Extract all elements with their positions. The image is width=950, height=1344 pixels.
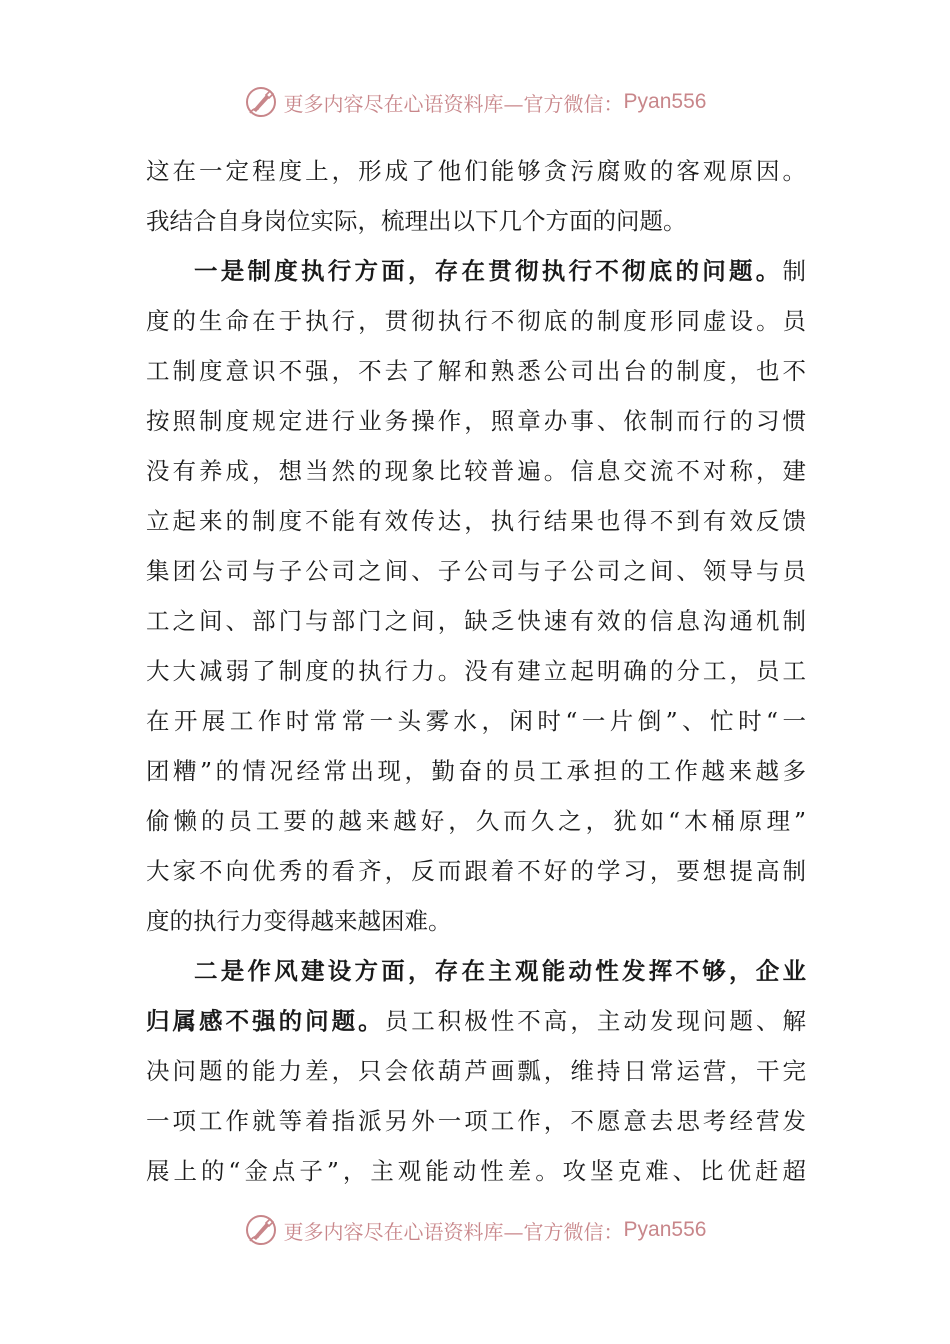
- text-line: 团糟”的情况经常出现，勤奋的员工承担的工作越来越多: [146, 757, 806, 785]
- text-line: 度的生命在于执行，贯彻执行不彻底的制度形同虚设。员: [146, 307, 806, 335]
- text-line: 集团公司与子公司之间、子公司与子公司之间、领导与员: [146, 557, 806, 585]
- text-run: 员工积极性不高，主动发现问题、解: [384, 1007, 806, 1035]
- section-heading-cont: 归属感不强的问题。: [146, 1007, 385, 1035]
- text-line: 按照制度规定进行业务操作，照章办事、依制而行的习惯: [146, 407, 806, 435]
- text-line: 我结合自身岗位实际，梳理出以下几个方面的问题。: [146, 207, 687, 235]
- text-line: 大家不向优秀的看齐，反而跟着不好的学习，要想提高制: [146, 857, 806, 885]
- pen-nib-icon: [244, 85, 278, 119]
- header-banner: [0, 82, 950, 122]
- text-line: 工制度意识不强，不去了解和熟悉公司出台的制度，也不: [146, 357, 806, 385]
- text-run: 制: [782, 257, 806, 285]
- text-line: [146, 946, 806, 996]
- footer-banner: [0, 1210, 950, 1250]
- text-line: 大大减弱了制度的执行力。没有建立起明确的分工，员工: [146, 657, 806, 685]
- pen-nib-icon: [244, 1213, 278, 1247]
- text-line: [146, 246, 806, 296]
- text-line: 决问题的能力差，只会依葫芦画瓢，维持日常运营，干完: [146, 1057, 806, 1085]
- text-line: [146, 996, 806, 1046]
- text-line: 展上的“金点子”，主观能动性差。攻坚克难、比优赶超: [146, 1157, 806, 1185]
- text-line: 工之间、部门与部门之间，缺乏快速有效的信息沟通机制: [146, 607, 806, 635]
- banner-text: 更多内容尽在心语资料库—官方微信：: [283, 1219, 624, 1244]
- text-line: 在开展工作时常常一头雾水，闲时“一片倒”、忙时“一: [146, 707, 806, 735]
- banner-wechat-id: Pyan556: [623, 90, 707, 113]
- banner-text: 更多内容尽在心语资料库—官方微信：: [283, 91, 624, 116]
- section-heading: 二是作风建设方面，存在主观能动性发挥不够，企业: [194, 957, 806, 985]
- text-line: 一项工作就等着指派另外一项工作，不愿意去思考经营发: [146, 1107, 806, 1135]
- text-line: 偷懒的员工要的越来越好，久而久之，犹如“木桶原理”: [146, 807, 806, 835]
- section-heading: 一是制度执行方面，存在贯彻执行不彻底的问题。: [194, 257, 783, 285]
- text-line: 立起来的制度不能有效传达，执行结果也得不到有效反馈: [146, 507, 806, 535]
- banner-wechat-id: Pyan556: [623, 1218, 707, 1241]
- text-line: 这在一定程度上，形成了他们能够贪污腐败的客观原因。: [146, 157, 806, 185]
- text-line: 度的执行力变得越来越困难。: [146, 907, 452, 935]
- text-line: 没有养成，想当然的现象比较普遍。信息交流不对称，建: [146, 457, 806, 485]
- document-body: [146, 146, 806, 1196]
